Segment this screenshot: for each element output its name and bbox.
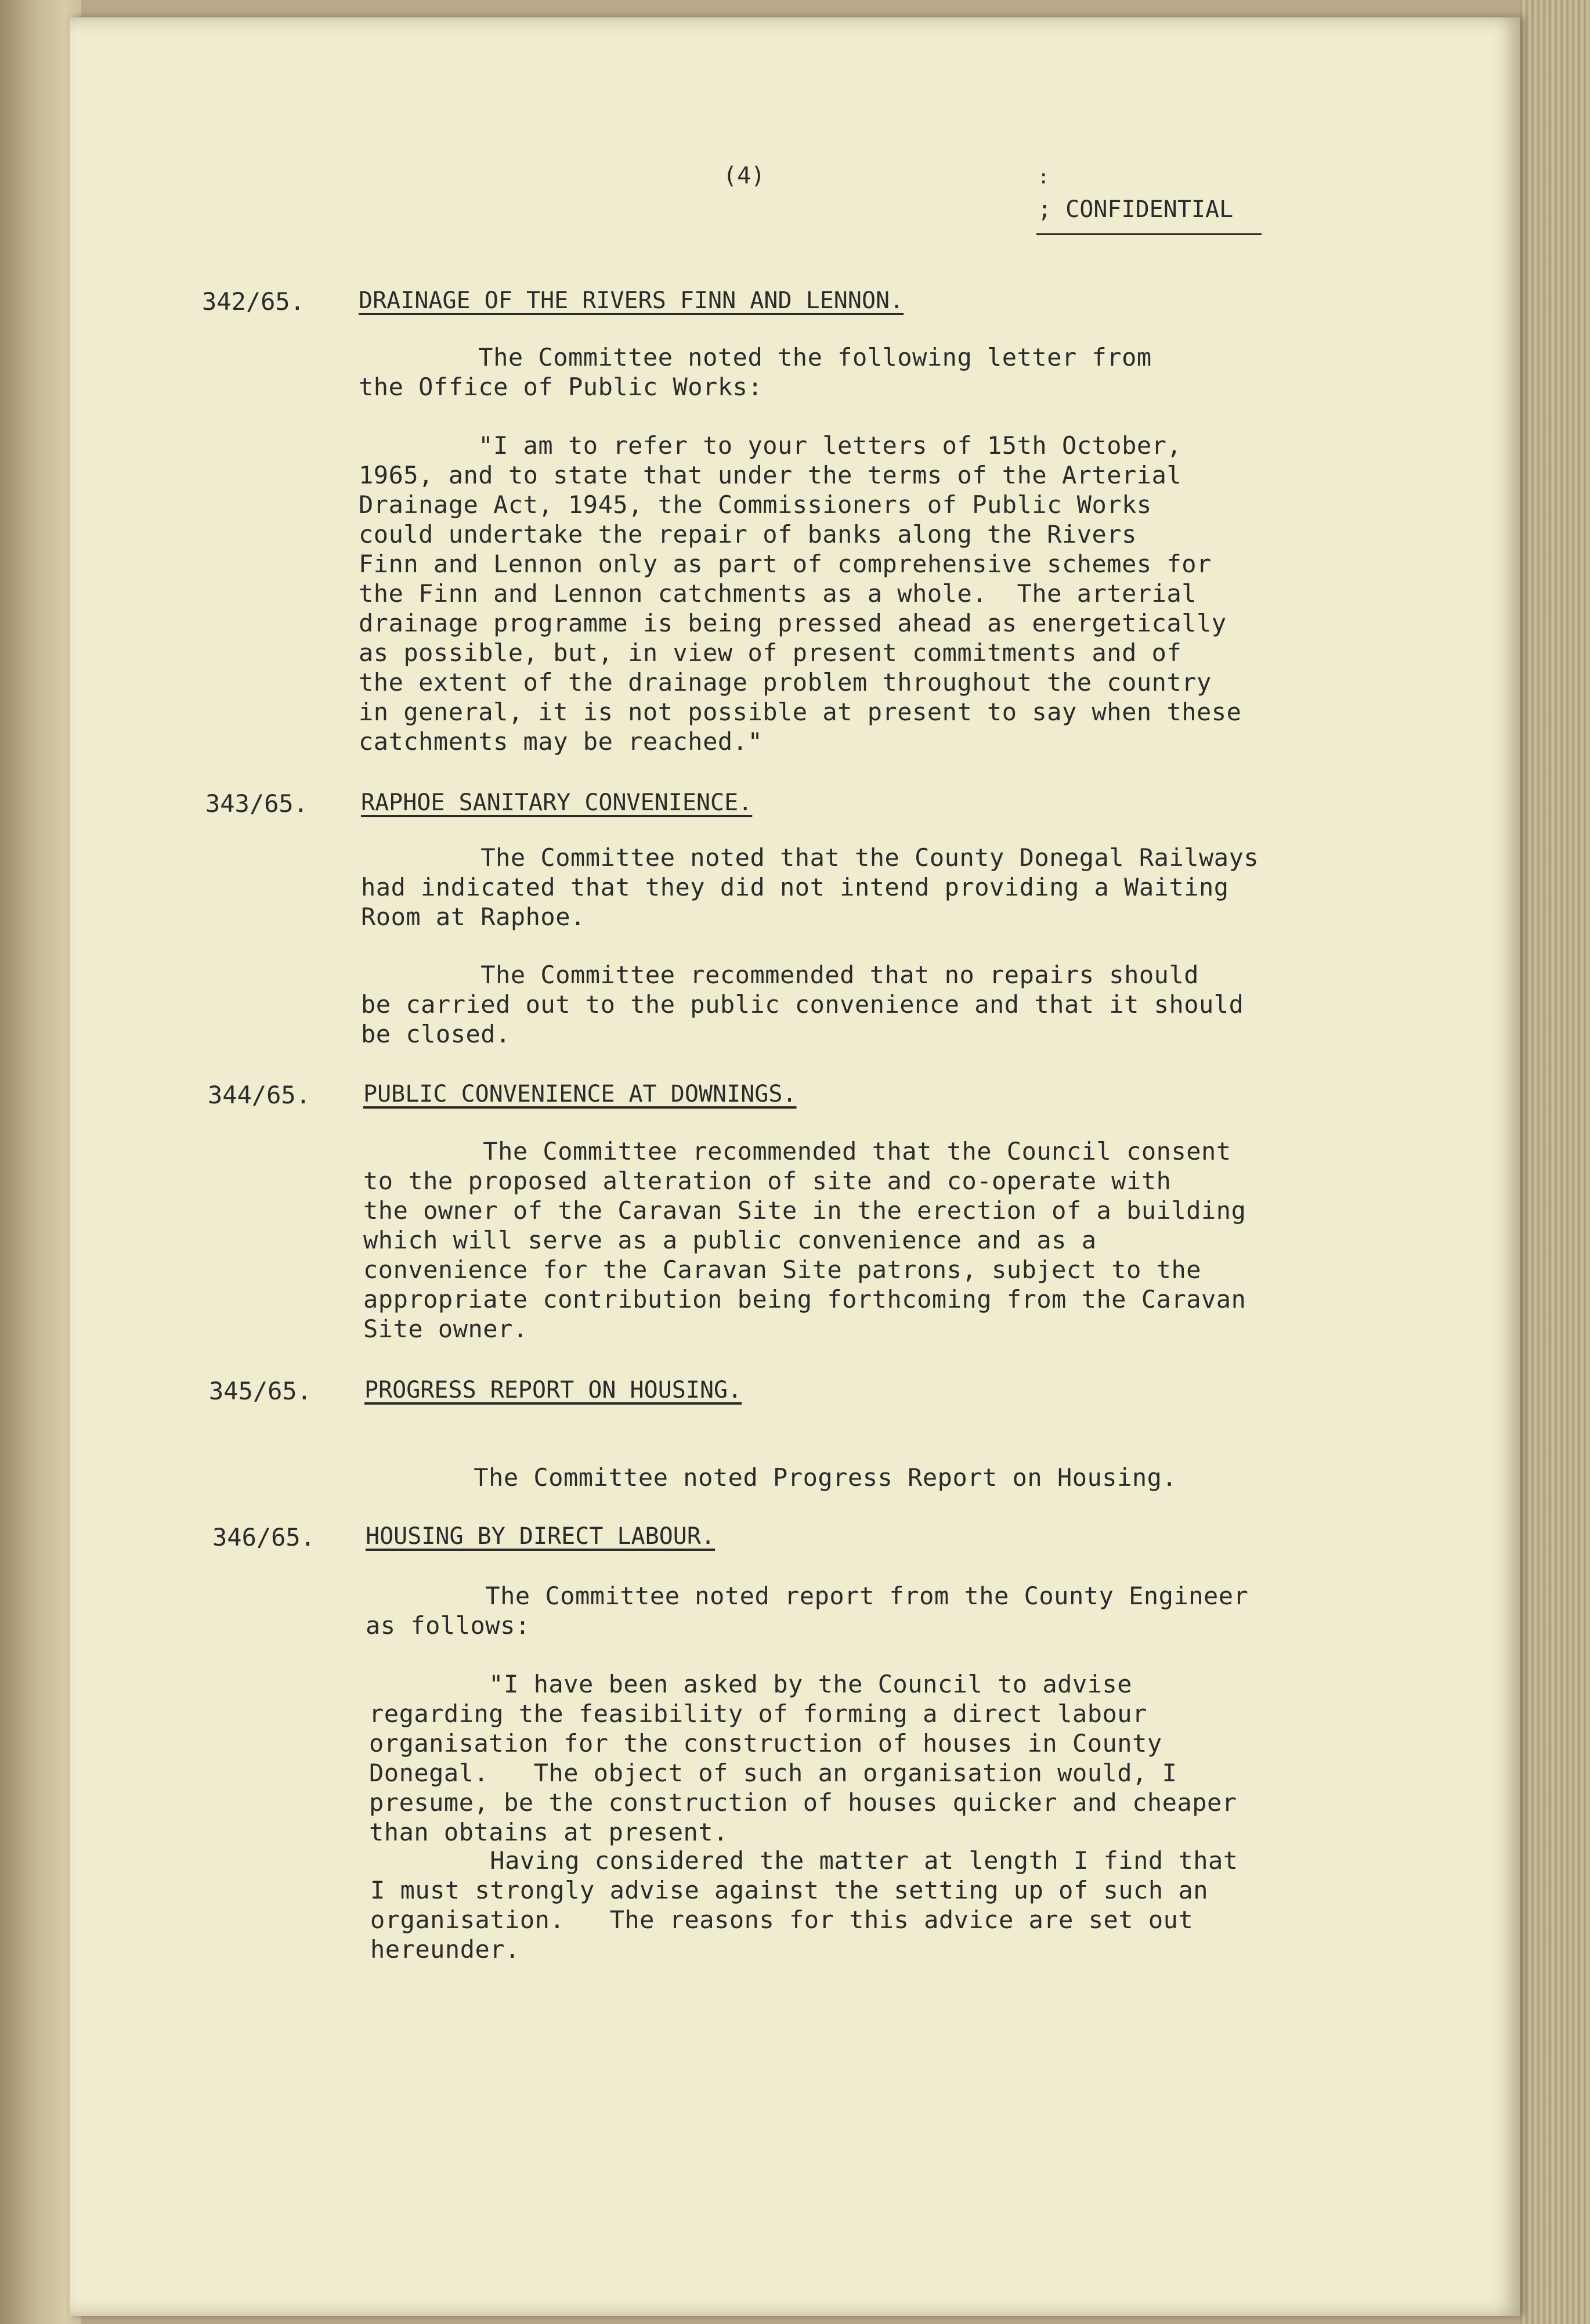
item-number: 343/65. xyxy=(205,789,309,818)
item-title: DRAINAGE OF THE RIVERS FINN AND LENNON. xyxy=(359,287,904,314)
item-number: 342/65. xyxy=(202,287,305,316)
item-title: PROGRESS REPORT ON HOUSING. xyxy=(364,1377,742,1403)
item-paragraph: The Committee noted Progress Report on Housing. xyxy=(354,1463,1177,1492)
item-paragraph: The Committee noted that the County Donegal Railways had indicated that they did not intend providing a Waiting Room at Raphoe. xyxy=(361,843,1259,931)
book-binding xyxy=(0,0,81,2324)
document-page xyxy=(70,17,1520,2316)
item-paragraph: The Committee noted the following letter from the Office of Public Works: xyxy=(359,343,1152,401)
item-number: 344/65. xyxy=(208,1081,311,1109)
page-number: (4) xyxy=(723,163,765,189)
item-paragraph: The Committee recommended that no repairs should be carried out to the public convenience and that it should be closed. xyxy=(361,961,1244,1048)
item-number: 345/65. xyxy=(209,1377,312,1405)
page-edges xyxy=(1520,0,1590,2324)
item-paragraph: The Committee noted report from the County Engineer as follows: xyxy=(366,1582,1249,1640)
item-title: HOUSING BY DIRECT LABOUR. xyxy=(366,1523,716,1550)
colon-mark: : xyxy=(1038,165,1050,189)
item-paragraph: "I am to refer to your letters of 15th October, 1965, and to state that under the terms of the Arterial Drainage Act, 1945, the Commissioners of Public Works could undertake the repair of banks along the Rivers Finn and Lennon only as part of comprehensive schemes for the Finn and Lennon catchments as a whole. The arterial drainage programme is being pressed ahead as energetically as possible, but, in view of present commitments and of the extent of the drainage problem throughout the country in general, it is not possible at present to say when these catchments may be reached." xyxy=(359,431,1242,756)
item-paragraph: "I have been asked by the Council to advise regarding the feasibility of forming a direct labour organisation for the construction of houses in County Donegal. The object of such an organisation would, I presume, be the construction of houses quicker and cheaper than obtains at present. xyxy=(369,1670,1237,1846)
item-title: RAPHOE SANITARY CONVENIENCE. xyxy=(361,789,753,816)
item-title: PUBLIC CONVENIENCE AT DOWNINGS. xyxy=(363,1081,797,1107)
item-paragraph: The Committee recommended that the Council consent to the proposed alteration of site and co-operate with the owner of the Caravan Site in the erection of a building which will serve as a public convenience and as a convenience for the Caravan Site patrons, subject to the appropriate contribution being forthcoming from the Caravan Site owner. xyxy=(363,1137,1246,1343)
item-number: 346/65. xyxy=(212,1523,316,1551)
confidential-label: ; CONFIDENTIAL xyxy=(1038,196,1234,223)
confidential-underline xyxy=(1036,233,1262,235)
item-paragraph: Having considered the matter at length I find that I must strongly advise against the setting up of such an organisation. The reasons for this advice are set out hereunder. xyxy=(370,1846,1238,1964)
